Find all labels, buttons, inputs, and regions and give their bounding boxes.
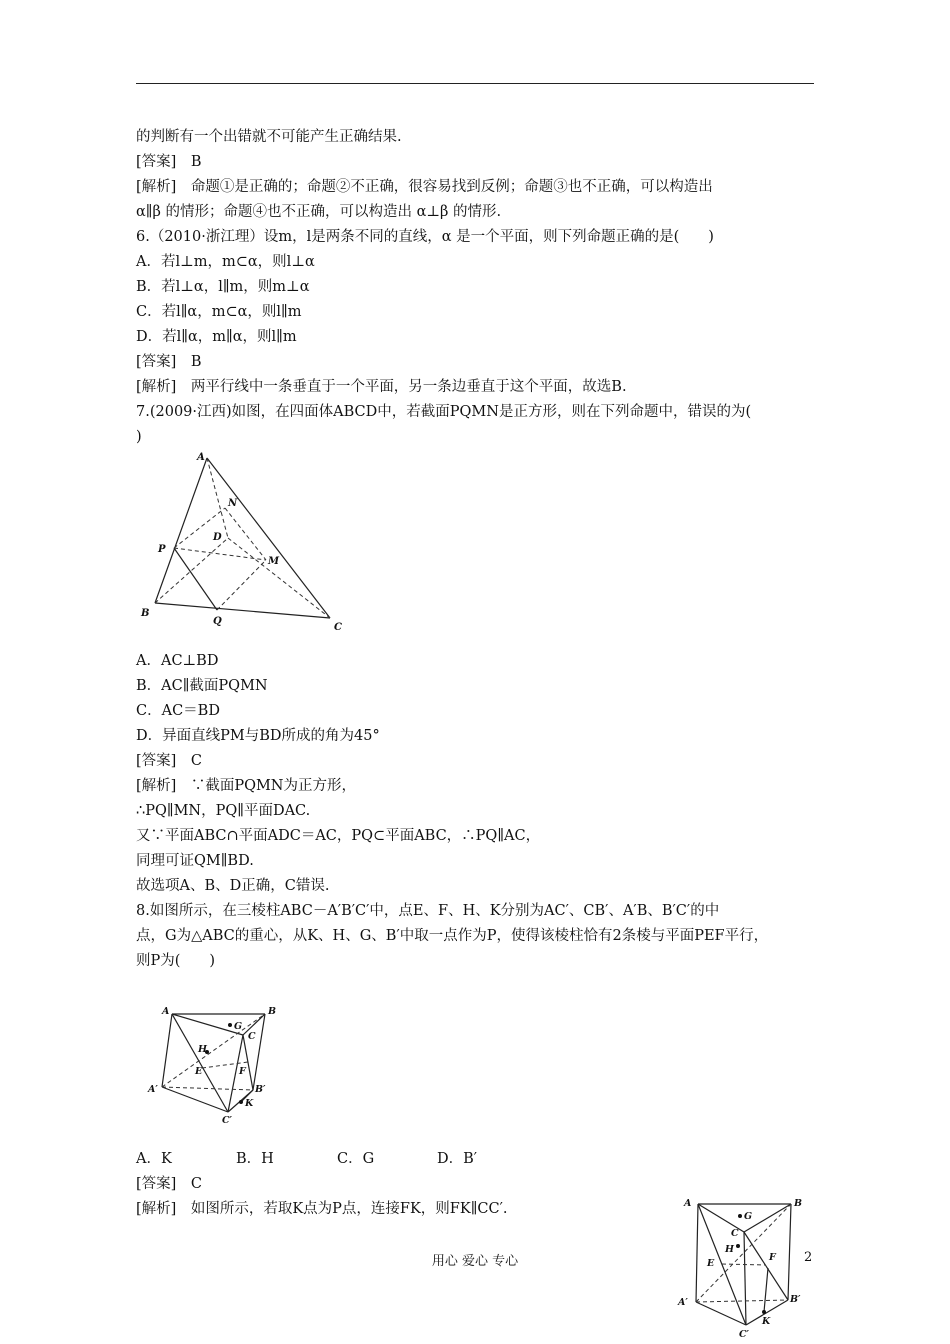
option-c: C．G bbox=[337, 1151, 375, 1167]
label-b: B bbox=[268, 1006, 277, 1017]
answer-label: [答案] C bbox=[136, 753, 202, 769]
analysis-line: 又∵平面ABC∩平面ADC＝AC，PQ⊂平面ABC，∴PQ∥AC， bbox=[136, 828, 541, 844]
label-k: K bbox=[245, 1098, 254, 1109]
point-g bbox=[738, 1214, 742, 1218]
tetrahedron-figure bbox=[130, 448, 360, 642]
label-c: C bbox=[731, 1228, 739, 1239]
label-h: H bbox=[198, 1044, 207, 1055]
edge-dc bbox=[228, 538, 330, 618]
label-b: B bbox=[794, 1198, 803, 1209]
edge-pq bbox=[174, 548, 217, 610]
edge-pm bbox=[174, 548, 266, 560]
option-a: A．K bbox=[136, 1151, 172, 1167]
edge-ac bbox=[207, 458, 330, 618]
analysis-line: [解析] 命题①是正确的；命题②不正确，很容易找到反例；命题③也不正确，可以构造出 bbox=[136, 179, 713, 195]
edge-bb1 bbox=[253, 1014, 265, 1090]
label-k: K bbox=[762, 1316, 771, 1327]
edge-ab bbox=[155, 458, 207, 603]
text-line: 的判断有一个出错就不可能产生正确结果. bbox=[136, 129, 402, 145]
label-h: H bbox=[725, 1244, 734, 1255]
edge-kf bbox=[764, 1268, 768, 1312]
page-number: 2 bbox=[804, 1250, 813, 1265]
question-8-cont: 点，G为△ABC的重心，从K、H、G、B′中取一点作为P，使得该棱柱恰有2条棱与平面PEF平行， bbox=[136, 928, 769, 944]
analysis-line: α∥β 的情形；命题④也不正确，可以构造出 α⊥β 的情形. bbox=[136, 204, 502, 220]
page-footer: 用心 爱心 专心 bbox=[431, 1254, 519, 1269]
option-d: D．异面直线PM与BD所成的角为45° bbox=[136, 728, 380, 744]
label-b1: B′ bbox=[790, 1294, 801, 1305]
label-a: A bbox=[197, 452, 205, 463]
option-b: B．H bbox=[236, 1151, 274, 1167]
edge-a1b1 bbox=[162, 1087, 253, 1090]
question-7-cont: ) bbox=[136, 429, 142, 445]
question-6: 6.（2010·浙江理）设m，l是两条不同的直线，α 是一个平面，则下列命题正确的是( ) bbox=[136, 229, 714, 245]
edge-a1c1 bbox=[162, 1087, 228, 1112]
label-g: G bbox=[744, 1211, 753, 1222]
label-n: N bbox=[228, 498, 238, 509]
option-a: A．AC⊥BD bbox=[136, 653, 219, 669]
point-g bbox=[228, 1023, 232, 1027]
option-a: A．若l⊥m，m⊂α，则l⊥α bbox=[136, 254, 315, 270]
option-b: B．若l⊥α，l∥m，则m⊥α bbox=[136, 279, 310, 295]
label-a: A bbox=[162, 1006, 170, 1017]
label-e: E bbox=[707, 1258, 715, 1269]
answer-label: [答案] B bbox=[136, 354, 202, 370]
question-7: 7.(2009·江西)如图，在四面体ABCD中，若截面PQMN是正方形，则在下列命题中，错误的为( bbox=[136, 404, 752, 420]
label-e: E bbox=[195, 1066, 203, 1077]
header-rule bbox=[136, 83, 814, 84]
analysis-line: [解析] 两平行线中一条垂直于一个平面，另一条边垂直于这个平面，故选B. bbox=[136, 379, 627, 395]
label-b1: B′ bbox=[255, 1084, 266, 1095]
label-c: C bbox=[334, 622, 342, 633]
edge-cc1 bbox=[744, 1232, 746, 1325]
analysis-line: [解析] 如图所示，若取K点为P点，连接FK，则FK∥CC′. bbox=[136, 1201, 508, 1217]
label-d: D bbox=[213, 532, 222, 543]
question-8-cont: 则P为( ) bbox=[136, 953, 216, 969]
edge-bc bbox=[155, 603, 330, 618]
label-c1: C′ bbox=[739, 1329, 750, 1338]
edge-bd bbox=[155, 538, 228, 603]
label-g: G bbox=[234, 1021, 243, 1032]
option-d: D．B′ bbox=[437, 1151, 478, 1167]
option-c: C．若l∥α，m⊂α，则l∥m bbox=[136, 304, 302, 320]
edge-qm bbox=[217, 560, 266, 610]
label-m: M bbox=[268, 556, 280, 567]
analysis-line: 同理可证QM∥BD. bbox=[136, 853, 254, 869]
edge-a1b bbox=[162, 1014, 265, 1087]
label-f: F bbox=[239, 1066, 246, 1077]
label-c: C bbox=[248, 1031, 256, 1042]
label-b: B bbox=[141, 608, 150, 619]
label-a: A bbox=[684, 1198, 692, 1209]
analysis-line: [解析] ∵截面PQMN为正方形， bbox=[136, 778, 356, 794]
label-c1: C′ bbox=[222, 1115, 233, 1125]
edge-ad bbox=[207, 458, 228, 538]
label-q: Q bbox=[213, 616, 222, 627]
point-h bbox=[736, 1244, 740, 1248]
point-k bbox=[239, 1100, 243, 1104]
edge-aa1 bbox=[162, 1014, 172, 1087]
option-c: C．AC＝BD bbox=[136, 703, 220, 719]
edge-a1b1 bbox=[696, 1300, 788, 1302]
question-8: 8.如图所示，在三棱柱ABC－A′B′C′中，点E、F、H、K分别为AC′、CB′、A′B、B′C′的中 bbox=[136, 903, 720, 919]
prism-figure bbox=[140, 1000, 290, 1129]
label-p: P bbox=[158, 544, 166, 555]
label-a1: A′ bbox=[148, 1084, 158, 1095]
point-k bbox=[762, 1310, 766, 1314]
label-f: F bbox=[769, 1252, 776, 1263]
option-b: B．AC∥截面PQMN bbox=[136, 678, 268, 694]
option-d: D．若l∥α，m∥α，则l∥m bbox=[136, 329, 297, 345]
answer-label: [答案] B bbox=[136, 154, 202, 170]
analysis-line: ∴PQ∥MN，PQ∥平面DAC. bbox=[136, 803, 311, 819]
answer-label: [答案] C bbox=[136, 1176, 202, 1192]
label-a1: A′ bbox=[678, 1297, 688, 1308]
analysis-line: 故选项A、B、D正确，C错误. bbox=[136, 878, 330, 894]
